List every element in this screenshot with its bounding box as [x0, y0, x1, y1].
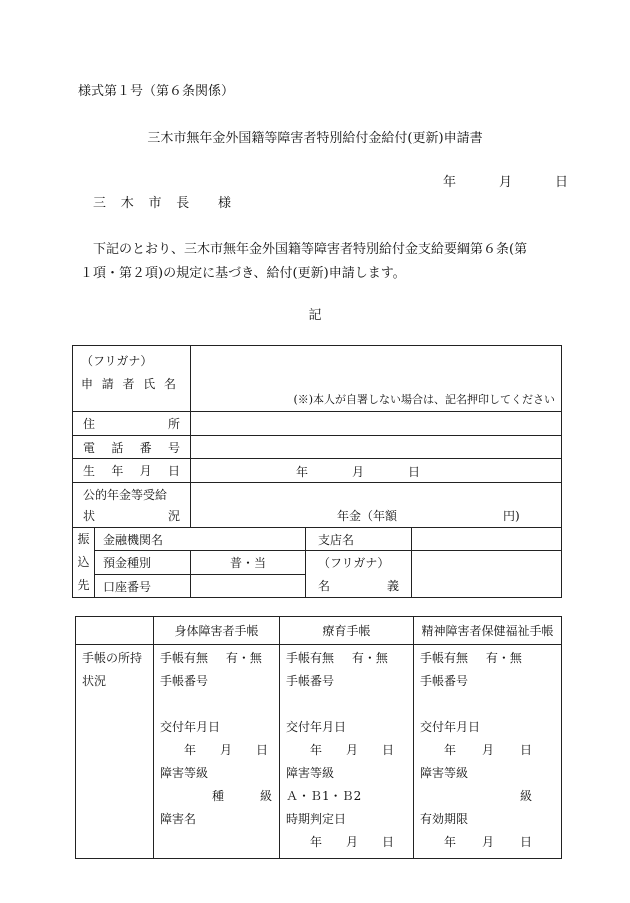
ryoiku-grade-label: 障害等級	[286, 766, 335, 780]
name-label	[81, 372, 176, 396]
phone-label-cell	[73, 436, 191, 459]
label-char: 請	[101, 377, 114, 391]
row-label-line2: 状況	[82, 674, 107, 688]
birth-label	[83, 462, 180, 479]
day-label: 日	[555, 175, 569, 190]
ryoiku-issued-label: 交付年月日	[286, 720, 347, 734]
label-char: 状	[83, 509, 96, 523]
label-char: 況	[167, 509, 180, 523]
birth-month-label: 月	[352, 465, 365, 479]
ryoiku-judgment-label: 時期判定日	[286, 812, 347, 826]
mental-expiry-date	[420, 831, 555, 854]
address-label-cell	[73, 412, 191, 436]
label-char: 月	[139, 464, 152, 478]
has-value[interactable]: 有・無	[485, 651, 522, 665]
header-mental-label: 精神障害者保健福祉手帳	[421, 624, 554, 638]
pension-label-cell	[73, 483, 191, 528]
submission-date	[443, 171, 569, 190]
mental-issued-label: 交付年月日	[420, 720, 481, 734]
label-char: 所	[167, 417, 180, 431]
label-char: 氏	[143, 377, 156, 391]
label-char: 電	[83, 440, 96, 455]
applicant-name-field[interactable]	[191, 346, 562, 412]
mental-grade-value	[420, 785, 555, 808]
has-label: 手帳有無	[286, 651, 335, 665]
branch-field[interactable]	[306, 528, 412, 551]
account-furigana-label: （フリガナ）	[318, 556, 390, 571]
document-title: 三木市無年金外国籍等障害者特別給付金給付(更新)申請書	[147, 131, 483, 146]
birth-date-field[interactable]	[191, 459, 562, 483]
addressee-char: 様	[217, 196, 231, 211]
level-label: 級	[520, 789, 533, 803]
account-furigana-cell	[306, 551, 412, 575]
spacer	[286, 693, 407, 716]
transfer-label-cell	[73, 528, 95, 598]
address-label	[83, 415, 180, 432]
label-char: 年	[111, 464, 124, 478]
body-text-line2: １項・第２項)の規定に基づき、給付(更新)申請します。	[80, 266, 406, 281]
pension-field[interactable]	[191, 483, 562, 528]
branch-value-field[interactable]	[412, 528, 562, 551]
label-char: 番	[139, 440, 152, 455]
account-number-field[interactable]	[191, 575, 306, 598]
year-label: 年	[444, 743, 457, 757]
label-char: 話	[111, 440, 124, 455]
ki-heading: 記	[308, 308, 322, 323]
header-ryoiku-label: 療育手帳	[322, 624, 371, 638]
label-char: 義	[386, 579, 399, 594]
label-char: 日	[167, 464, 180, 478]
addressee-char: 市	[148, 196, 162, 211]
account-holder-label-cell	[306, 575, 412, 598]
month-label: 月	[482, 743, 495, 757]
header-blank	[76, 617, 154, 645]
mental-handbook-cell[interactable]	[414, 645, 562, 859]
label-char: 者	[122, 377, 135, 391]
ryoiku-issued-date	[286, 739, 407, 762]
year-label: 年	[184, 743, 197, 757]
mental-grade-label: 障害等級	[420, 766, 469, 780]
addressee-char: 三	[93, 196, 107, 211]
applicant-table	[72, 345, 562, 598]
header-physical-label: 身体障害者手帳	[174, 624, 259, 638]
bank-name-label: 金融機関名	[103, 532, 164, 547]
deposit-type-label-cell	[95, 551, 191, 575]
mental-number-label: 手帳番号	[420, 674, 469, 688]
pension-label-line1: 公的年金等受給	[83, 488, 168, 502]
handbook-table	[75, 616, 562, 859]
year-label: 年	[310, 743, 323, 757]
name-label-cell	[73, 346, 191, 412]
label-char: 申	[81, 377, 94, 391]
label-char: 名	[163, 377, 176, 391]
physical-issued-label: 交付年月日	[160, 720, 221, 734]
has-label: 手帳有無	[420, 651, 469, 665]
ryoiku-number-label: 手帳番号	[286, 674, 335, 688]
bank-name-field[interactable]	[95, 528, 306, 551]
account-number-label: 口座番号	[103, 579, 152, 594]
physical-disability-label: 障害名	[160, 812, 197, 826]
level-label: 級	[260, 789, 273, 803]
addressee-char: 長	[176, 196, 190, 211]
phone-label	[83, 439, 180, 456]
year-label: 年	[443, 175, 457, 190]
day-label: 日	[382, 835, 395, 849]
addressee-char: 木	[120, 196, 134, 211]
address-field[interactable]	[191, 412, 562, 436]
ryoiku-has-row	[286, 647, 407, 670]
kind-label: 種	[212, 789, 225, 803]
header-ryoiku	[280, 617, 414, 645]
pension-label-line2	[83, 505, 180, 527]
transfer-char: 先	[77, 578, 90, 592]
spacer	[160, 693, 273, 716]
transfer-char: 込	[77, 555, 90, 569]
day-label: 日	[520, 835, 533, 849]
month-label: 月	[346, 835, 359, 849]
birth-day-label: 日	[408, 465, 421, 479]
month-label: 月	[499, 175, 513, 190]
spacer	[420, 693, 555, 716]
has-value[interactable]: 有・無	[225, 651, 262, 665]
physical-grade-value	[160, 785, 273, 808]
addressee	[93, 192, 231, 211]
deposit-type-field[interactable]	[191, 551, 306, 575]
physical-handbook-cell[interactable]	[154, 645, 280, 859]
deposit-type-value: 普・当	[229, 556, 266, 570]
physical-number-label: 手帳番号	[160, 674, 209, 688]
birth-year-label: 年	[296, 465, 309, 479]
deposit-type-label: 預金種別	[103, 556, 152, 570]
physical-has-row	[160, 647, 273, 670]
day-label: 日	[256, 743, 269, 757]
year-label: 年	[444, 835, 457, 849]
day-label: 日	[520, 743, 533, 757]
row-label-line1: 手帳の所持	[82, 651, 143, 665]
has-label: 手帳有無	[160, 651, 209, 665]
form-number: 様式第１号（第６条関係）	[78, 84, 235, 99]
pension-suffix: 円)	[503, 509, 520, 523]
month-label: 月	[482, 835, 495, 849]
header-physical	[154, 617, 280, 645]
body-text-line1: 下記のとおり、三木市無年金外国籍等障害者特別給付金支給要綱第６条(第	[93, 242, 528, 257]
header-mental	[414, 617, 562, 645]
mental-has-row	[420, 647, 555, 670]
account-holder-label	[318, 577, 399, 594]
ryoiku-judgment-date	[286, 831, 407, 854]
mental-expiry-label: 有効期限	[420, 812, 469, 826]
mental-issued-date	[420, 739, 555, 762]
label-char: 生	[83, 464, 96, 478]
phone-field[interactable]	[191, 436, 562, 459]
signature-note: (※)本人が自署しない場合は、記名押印してください	[293, 393, 556, 406]
furigana-label: （フリガナ）	[81, 354, 153, 368]
account-number-label-cell	[95, 575, 191, 598]
year-label: 年	[310, 835, 323, 849]
branch-label: 支店名	[318, 532, 355, 547]
label-char: 名	[318, 579, 331, 594]
account-holder-field[interactable]	[412, 551, 562, 598]
day-label: 日	[382, 743, 395, 757]
label-char: 号	[167, 440, 180, 455]
physical-issued-date	[160, 739, 273, 762]
label-char: 住	[83, 417, 96, 431]
pension-prefix: 年金（年額	[337, 509, 398, 523]
month-label: 月	[220, 743, 233, 757]
birth-label-cell	[73, 459, 191, 483]
has-value[interactable]: 有・無	[351, 651, 388, 665]
ryoiku-handbook-cell[interactable]	[280, 645, 414, 859]
physical-grade-label: 障害等級	[160, 766, 209, 780]
ryoiku-grade-value[interactable]: Ａ・Ｂ1・Ｂ2	[286, 789, 362, 803]
month-label: 月	[346, 743, 359, 757]
transfer-char: 振	[77, 532, 90, 546]
row-label-cell	[76, 645, 154, 859]
